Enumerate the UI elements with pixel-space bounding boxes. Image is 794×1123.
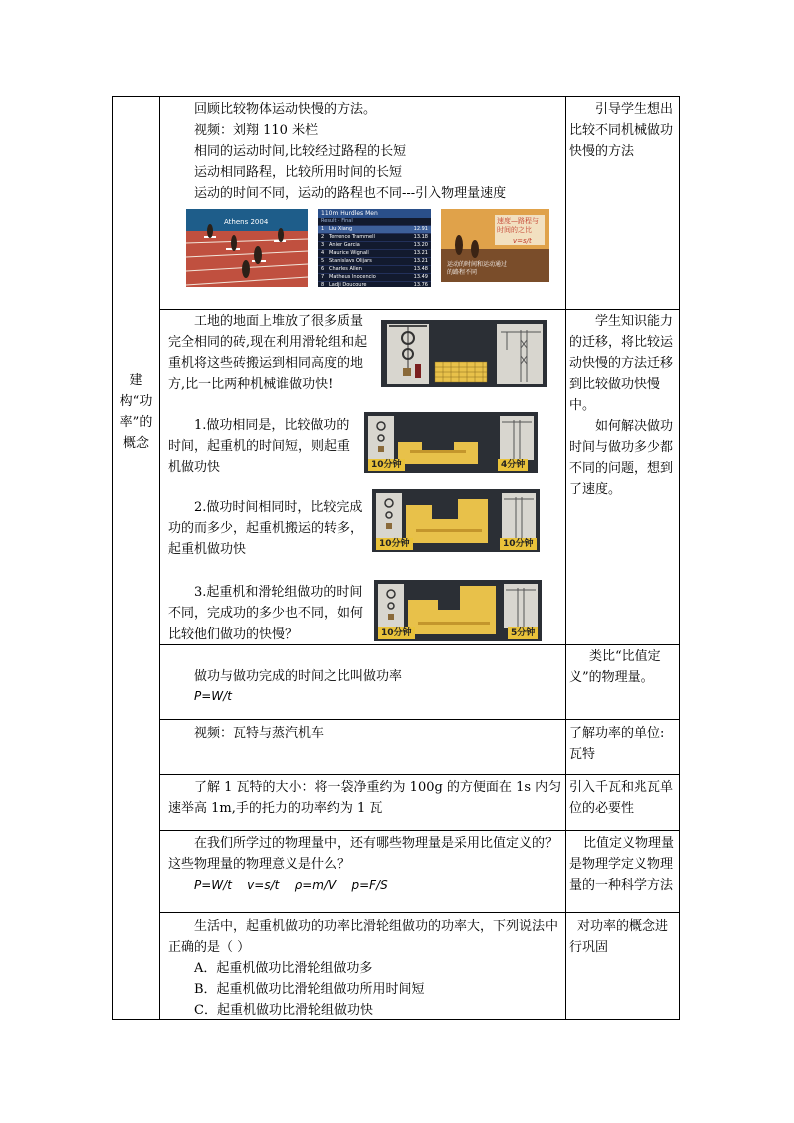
row7-option-a: A．起重机做功比滑轮组做功多	[194, 961, 373, 976]
scoreboard-row	[318, 281, 431, 287]
scoreboard-cell: 13.48	[413, 266, 428, 272]
row5-text: 了解 1 瓦特的大小：将一袋净重约为 100g 的方便面在 1s 内匀速举高 1m,手的托力的功率约为 1 瓦	[168, 780, 562, 816]
row7-option-c: C．起重机做功比滑轮组做功快	[194, 1003, 373, 1018]
row7-question: 生活中，起重机做功的功率比滑轮组做功的功率大，下列说法中正确的是（ ）	[168, 919, 559, 955]
scoreboard-cell: 2	[321, 234, 325, 240]
speed-card-title: 速度—路程与时间的之比	[497, 217, 539, 234]
scoreboard-cell: 13.20	[413, 242, 428, 248]
row1-line: 回顾比较物体运动快慢的方法。	[194, 102, 377, 117]
scoreboard-cell: 12.91	[413, 226, 428, 232]
scoreboard-row	[318, 233, 431, 241]
row-divider	[159, 830, 679, 831]
row2-case3: 3.起重机和滑轮组做功的时间不同，完成功的多少也不同，如何比较他们做功的快慢？	[168, 585, 364, 642]
scoreboard-title: 110m Hurdles Men	[318, 209, 431, 218]
scoreboard-cell: 5	[321, 258, 325, 264]
column-divider	[565, 97, 566, 1019]
scoreboard-cell: Terrence Trammell	[329, 234, 375, 240]
row2-intro: 工地的地面上堆放了很多质量完全相同的砖,现在利用滑轮组和起重机将这些砖搬运到相同高度的地方,比一比两种机械谁做功快!	[168, 314, 368, 392]
row6-text: 在我们所学过的物理量中，还有哪些物理量是采用比值定义的？这些物理量的物理意义是什么？	[168, 836, 559, 872]
hurdles-race-photo	[186, 209, 308, 287]
photo-badge: Athens 2004	[224, 218, 269, 226]
case2-label-right: 10分钟	[500, 538, 537, 550]
row1-line: 视频：刘翔 110 米栏	[194, 123, 319, 138]
row2-note-part1: 学生知识能力的迁移，将比较运动快慢的方法迁移到比较做功快慢中。	[569, 314, 674, 413]
row-divider	[159, 912, 679, 913]
case3-label-right: 5分钟	[508, 627, 538, 639]
scoreboard-cell: 6	[321, 266, 325, 272]
case2-image	[372, 489, 540, 552]
row3-text: 做功与做功完成的时间之比叫做功率	[194, 669, 403, 684]
scoreboard-cell: Ladji Doucoure	[329, 282, 367, 287]
machines-intro-image	[381, 320, 547, 387]
case2-label-left: 10分钟	[376, 538, 413, 550]
scoreboard-image	[318, 209, 431, 287]
scoreboard-row	[318, 225, 431, 233]
scoreboard-cell: 13.18	[413, 234, 428, 240]
speed-concept-image	[441, 209, 549, 282]
row1-line: 运动相同路程，比较所用时间的长短	[194, 165, 403, 180]
scoreboard-cell: 13.21	[413, 258, 428, 264]
row4-note: 了解功率的单位:瓦特	[569, 726, 665, 762]
scoreboard-cell: Anier Garcia	[329, 242, 360, 248]
row6-note: 比值定义物理量是物理学定义物理量的一种科学方法	[569, 836, 675, 893]
scoreboard-cell: 4	[321, 250, 325, 256]
speed-card-formula: v=s/t	[513, 237, 532, 245]
scoreboard-cell: Matheus Inocencio	[329, 274, 376, 280]
scoreboard-cell: Maurice Wignall	[329, 250, 369, 256]
row1-line: 相同的运动时间,比较经过路程的长短	[194, 144, 407, 159]
scoreboard-cell: Liu Xiang	[329, 226, 353, 232]
row2-case1: 1.做功相同是，比较做功的时间，起重机的时间短，则起重机做功快	[168, 418, 351, 475]
scoreboard-row	[318, 273, 431, 281]
row5-note: 引入千瓦和兆瓦单位的必要性	[569, 780, 674, 816]
scoreboard-cell: 13.76	[413, 282, 428, 287]
scoreboard-cell: 8	[321, 282, 325, 287]
row3-formula: P=W/t	[194, 689, 232, 703]
case1-label-right: 4分钟	[498, 459, 528, 471]
scoreboard-row	[318, 265, 431, 273]
scoreboard-row	[318, 249, 431, 257]
row2-case2: 2.做功时间相同时，比较完成功的而多少，起重机搬运的转多，起重机做功快	[168, 500, 364, 557]
scoreboard-cell: 13.49	[413, 274, 428, 280]
scoreboard-cell: Stanislavs Olijars	[329, 258, 372, 264]
case3-label-left: 10分钟	[378, 627, 415, 639]
row-divider	[159, 309, 679, 310]
scoreboard-cell: 13.21	[413, 250, 428, 256]
speed-card-caption: 运动的时间和运动通过的路程不同	[447, 261, 508, 276]
scoreboard-cell: Charles Allen	[329, 266, 362, 272]
scoreboard-cell: 7	[321, 274, 325, 280]
scoreboard-row	[318, 257, 431, 265]
row-divider	[159, 719, 679, 720]
case1-label-left: 10分钟	[368, 459, 405, 471]
case1-image	[364, 412, 538, 473]
row7-note: 对功率的概念进行巩固	[569, 919, 669, 955]
row7-option-b: B．起重机做功比滑轮组做功所用时间短	[194, 982, 425, 997]
scoreboard-rows	[318, 225, 431, 287]
row1-line: 运动的时间不同，运动的路程也不同---引入物理量速度	[194, 186, 507, 201]
row6-formulas: P=W/t v=s/t ρ=m/V p=F/S	[194, 878, 388, 892]
case3-image	[374, 580, 542, 641]
row4-text: 视频：瓦特与蒸汽机车	[194, 726, 325, 741]
scoreboard-cell: 1	[321, 226, 325, 232]
scoreboard-header: Result · Final	[321, 218, 353, 224]
scoreboard-row	[318, 241, 431, 249]
row1-note: 引导学生想出比较不同机械做功快慢的方法	[569, 102, 674, 159]
column-divider	[159, 97, 160, 1019]
scoreboard-cell: 3	[321, 242, 325, 248]
row-divider	[159, 774, 679, 775]
row2-note-part2: 如何解决做功时间与做功多少都不同的问题，想到了速度。	[569, 419, 674, 497]
row3-note: 类比“比值定义”的物理量。	[569, 649, 661, 685]
section-label: 建构“功率”的概念	[119, 373, 153, 451]
